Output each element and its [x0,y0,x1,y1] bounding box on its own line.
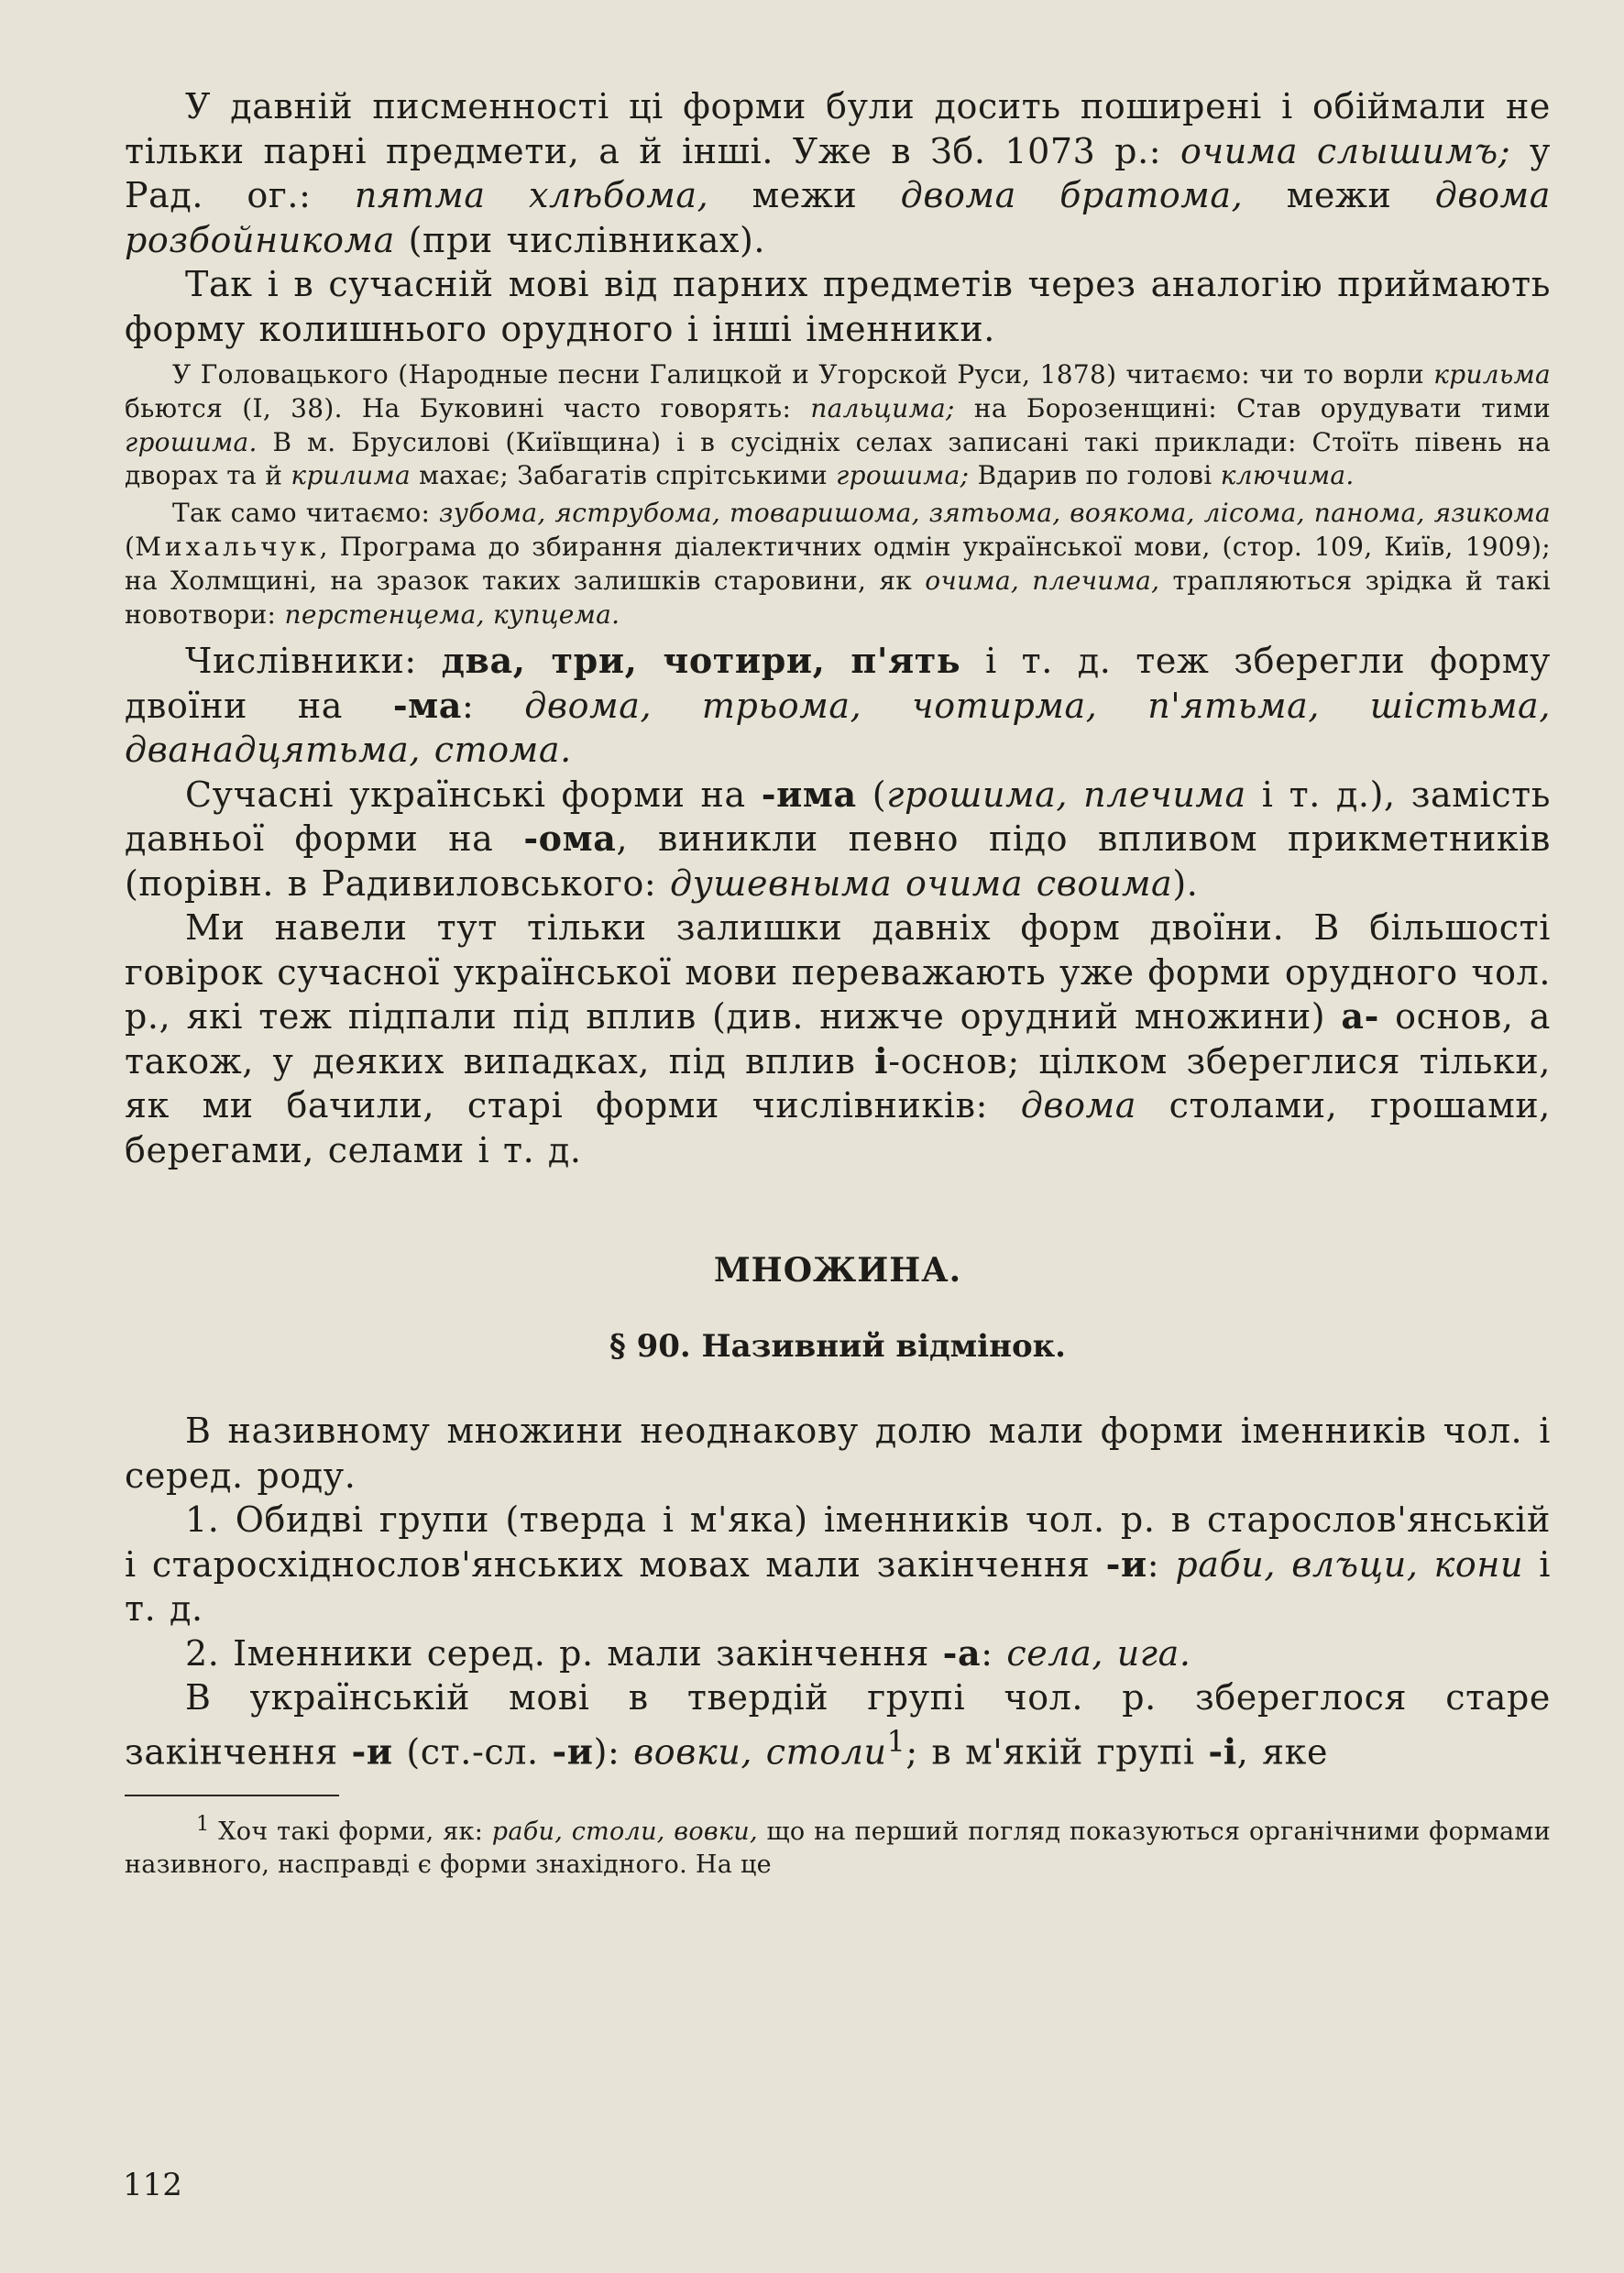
text-run: махає; Забагатів спрітськими [410,460,837,491]
text-run: ). [1172,862,1199,904]
text-run: В м. Брусилові (Київщина) і в сусідніх селах записані такі приклади: Стоїть півень на дворах та й [125,426,1551,491]
author-name: Михальчук [135,531,320,562]
example-italic: грошима. [125,426,258,457]
bold-term: -ма [392,684,463,726]
text-run: і т. д. [125,1543,1551,1630]
example-italic: двома, трьома, чотирма, п'ятьма, шістьма, дванадцятьма, стома. [125,685,1551,771]
footnote [125,1807,1551,1882]
text-run: У Головацького (Народные песни Галицкой и Угорской Руси, 1878) читаємо: чи то ворли [172,359,1434,390]
text-run: і т. д. теж зберегли форму двоїни на [125,641,1551,726]
example-italic: раби, столи, вовки, [491,1817,758,1847]
text-run: Сучасні українські форми на [185,774,762,815]
example-italic: пятма хлѣбома, [354,175,709,215]
paragraph-numerals [125,639,1551,773]
text-run: : [981,1632,1007,1674]
text-run: у Рад. ог.: [125,130,1552,215]
note-examples [125,497,1551,631]
text-run: , Програма до збирання діалектичних одмін української мови, (стор. 109, Київ, 1909); на Холмщині, на зразок таких залишків старовини, як [125,531,1551,596]
example-italic: грошима; [836,460,970,491]
bold-term: -има [761,773,857,815]
text-run: ; в м'якій групі [905,1731,1209,1773]
text-run: що на перший погляд показуються органічними формами називного, насправді є форми знахідного. На це [125,1817,1552,1880]
example-italic: крилима [291,460,411,491]
text-run: В українській мові в твердій групі чол. р. збереглося старе закінчення [125,1677,1551,1773]
example-italic: раби, влъци, кони [1175,1543,1524,1585]
example-italic: двома розбойникома [125,175,1551,260]
text-run: Ми навели тут тільки залишки давніх форм двоїни. В більшості говірок сучасної української мови переважають уже форми орудного чол. р., які теж підпали під вплив (див. нижче орудний множини) [125,907,1551,1038]
text-run: і т. д.), замість давньої форми на [125,774,1551,860]
text-run: 1. Обидві групи (тверда і м'яка) іменників чол. р. в старослов'янській і старосхіднослов'янських мовах мали закінчення [125,1499,1551,1585]
text-run: -основ; цілком збереглися тільки, як ми бачили, старі форми числівників: [125,1040,1551,1126]
bold-term: -и [1105,1543,1147,1585]
example-italic: двома братома, [900,175,1244,215]
text-run: , яке [1236,1731,1329,1773]
footnote-divider [125,1795,339,1796]
paragraph-old-writing [125,84,1551,262]
text-run: (при числівниках). [394,219,766,260]
text-run: межи [1243,175,1435,215]
text-run: трапляються зрідка й такі новотвори: [125,565,1551,630]
bold-term: два, три, чотири, п'ять [441,640,961,682]
paragraph-point-2 [125,1631,1551,1676]
bold-term: -и [552,1730,594,1773]
text-run: межи [708,175,901,215]
example-italic: душевныма очима своима [670,862,1173,904]
text-run: В називному множини неоднакову долю мали форми іменників чол. і серед. роду. [125,1411,1551,1496]
bold-term: -а [942,1631,982,1674]
text-run: 2. Іменники серед. р. мали закінчення [185,1632,943,1674]
text-run: ): [593,1731,634,1773]
bold-term: -и [351,1730,393,1773]
paragraph-ukrainian-hard-group [125,1675,1551,1774]
text-run: Числівники: [185,641,442,682]
footnote-reference: 1 [886,1725,906,1759]
example-italic: грошима, плечима [886,774,1246,815]
text-run: ( [856,774,887,815]
text-run: : [1147,1543,1176,1585]
paragraph-nominative [125,1409,1551,1498]
bold-term: -ома [523,818,617,860]
example-italic: перстенцема, купцема. [284,598,620,630]
text-run: Так і в сучасній мові від парних предметів через аналогію приймають форму колишнього орудного і інші іменники. [125,264,1551,349]
text-run: У давній писменності ці форми були досить поширені і обіймали не тільки парні предмети, а й інші. Уже в Зб. 1073 р.: [125,86,1551,171]
bold-term: -і [1208,1730,1237,1773]
paragraph-point-1 [125,1498,1551,1631]
text-run: Хоч такі форми, як: [209,1817,492,1847]
example-italic: вовки, столи [633,1731,887,1773]
page-number: 112 [123,2167,182,2203]
text-run: Так само читаємо: [172,498,440,529]
section-heading: МНОЖИНА. [713,1251,962,1290]
example-italic: двома [1020,1085,1136,1126]
example-italic: пальцима; [810,392,955,423]
bold-term: і [874,1039,889,1082]
text-run: (ст.-сл. [392,1731,553,1773]
text-run: Вдарив по голові [969,460,1221,491]
paragraph-ima-forms [125,773,1551,906]
paragraph-heading: § 90. Називний відмінок. [609,1328,1067,1366]
paragraph-dual-remnants [125,906,1551,1172]
text-run: : [462,685,525,726]
text-column [125,84,1551,1882]
example-italic: ключима. [1220,460,1355,491]
example-italic: села, ига. [1006,1632,1191,1674]
text-run: основ, а також, у деяких випадках, під вплив [125,996,1551,1082]
note-golovatsky [125,358,1551,493]
text-run: на Борозенщині: Став орудувати тими [954,392,1552,423]
paragraph-modern-language [125,262,1551,351]
text-run: столами, грошами, берегами, селами і т. д. [125,1085,1551,1170]
example-italic: зубома, яструбома, товаришома, зятьома, воякома, лісома, панома, язикома [439,498,1552,529]
text-run: бьются (I, 38). На Буковині часто говорять: [125,392,811,423]
footnote-mark: 1 [196,1812,210,1837]
example-italic: очима слышимъ; [1180,130,1511,171]
example-italic: очима, плечима, [925,565,1160,596]
text-run: ( [125,531,136,562]
bold-term: а- [1341,995,1379,1038]
text-run: , виникли певно підо впливом прикметників (порівн. в Радивиловського: [125,818,1551,904]
example-italic: крильма [1433,359,1551,390]
